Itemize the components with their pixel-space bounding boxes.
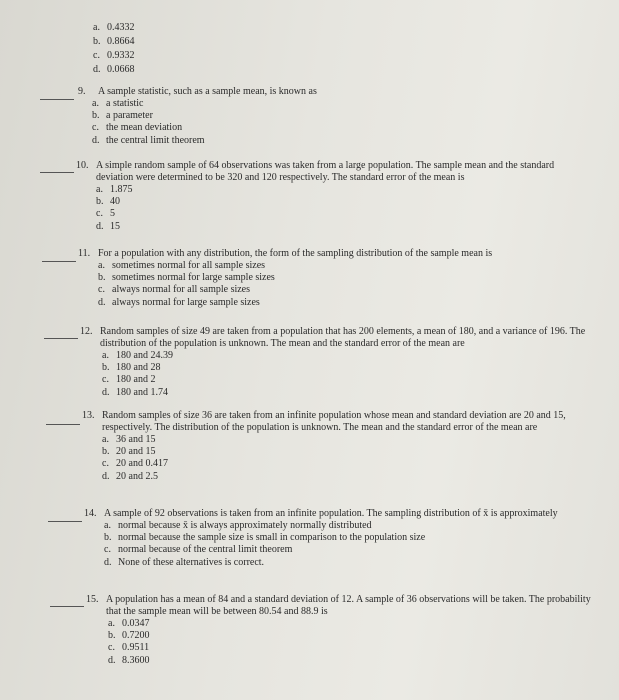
q15-option-c: c. 0.9511 (108, 642, 150, 654)
q11-option-a: a. sometimes normal for all sample sizes (98, 260, 266, 271)
q11-option-d: d. always normal for large sample sizes (98, 296, 260, 308)
question-12 (80, 326, 592, 399)
q8-option-b: b. 0.8664 (93, 36, 135, 47)
q12-answer-blank[interactable] (44, 338, 78, 339)
q10-option-d: d. 15 (96, 220, 120, 232)
q15-number: 15. (86, 594, 99, 605)
q13-option-d: d. 20 and 2.5 (102, 470, 158, 482)
q11-option-b: b. sometimes normal for large sample sizes (98, 272, 275, 284)
q11-number: 11. (78, 248, 91, 259)
q14-answer-blank[interactable] (48, 521, 82, 522)
q10-option-b: b. 40 (96, 196, 120, 208)
q12-stem: Random samples of size 49 are taken from a population that has 200 elements, a mean of 180, and a variance of 196. The distribution of the population is unknown. The mean and the standard error of the mean are (100, 326, 586, 349)
q14-option-a: a. normal because x̄ is always approximately normally distributed (104, 520, 372, 531)
q12-option-a: a. 180 and 24.39 (102, 350, 173, 361)
q12-option-c: c. 180 and 2 (102, 374, 156, 386)
q14-number: 14. (84, 508, 97, 519)
q9-stem: A sample statistic, such as a sample mean, is known as (98, 86, 317, 97)
question-13 (82, 410, 587, 483)
q11-stem: For a population with any distribution, the form of the sampling distribution of the sample mean is (98, 248, 493, 259)
question-14 (84, 508, 564, 569)
q11-option-c: c. always normal for all sample sizes (98, 284, 251, 296)
question-11 (78, 248, 578, 309)
q10-number: 10. (76, 160, 89, 171)
q12-option-b: b. 180 and 28 (102, 362, 161, 374)
q14-option-d: d. None of these alternatives is correct. (104, 556, 265, 568)
q15-option-d: d. 8.3600 (108, 654, 150, 666)
q10-answer-blank[interactable] (40, 172, 74, 173)
q15-option-b: b. 0.7200 (108, 630, 150, 642)
q8-option-c: c. 0.9332 (93, 50, 135, 61)
q9-answer-blank[interactable] (40, 99, 74, 100)
q13-option-a: a. 36 and 15 (102, 434, 156, 445)
q13-option-c: c. 20 and 0.417 (102, 458, 168, 470)
q10-option-c: c. 5 (96, 208, 115, 220)
q13-answer-blank[interactable] (46, 424, 80, 425)
q9-option-a: a. a statistic (92, 98, 144, 109)
q13-option-b: b. 20 and 15 (102, 446, 156, 458)
q8-option-d: d. 0.0668 (93, 64, 135, 75)
q9-number: 9. (78, 86, 86, 97)
q13-stem: Random samples of size 36 are taken from an infinite population whose mean and standard deviation are 20 and 15, respectively. The distribution of the population is unknown. The mean and the standard error of the mean are (102, 410, 566, 433)
q12-number: 12. (80, 326, 93, 337)
q11-answer-blank[interactable] (42, 261, 76, 262)
q15-option-a: a. 0.0347 (108, 618, 150, 629)
q15-answer-blank[interactable] (50, 606, 84, 607)
q10-option-a: a. 1.875 (96, 184, 133, 195)
q10-stem: A simple random sample of 64 observations was taken from a large population. The sample mean and the standard deviation were determined to be 320 and 120 respectively. The standard error of the mean is (96, 160, 555, 183)
q14-option-b: b. normal because the sample size is small in comparison to the population size (104, 532, 426, 544)
question-15 (86, 594, 596, 667)
q9-option-d: d. the central limit theorem (92, 134, 205, 146)
question-10 (76, 160, 586, 233)
q13-number: 13. (82, 410, 95, 421)
q12-option-d: d. 180 and 1.74 (102, 386, 168, 398)
q9-option-c: c. the mean deviation (92, 122, 183, 134)
q14-stem: A sample of 92 observations is taken from an infinite population. The sampling distribution of x̄ is approximately (104, 508, 558, 519)
q8-option-a: a. 0.4332 (93, 22, 135, 33)
q15-stem: A population has a mean of 84 and a standard deviation of 12. A sample of 36 observations will be taken. The probability that the sample mean will be between 80.54 and 88.9 is (106, 594, 591, 617)
q14-option-c: c. normal because of the central limit theorem (104, 544, 293, 556)
question-9 (78, 86, 578, 147)
q9-option-b: b. a parameter (92, 110, 153, 122)
